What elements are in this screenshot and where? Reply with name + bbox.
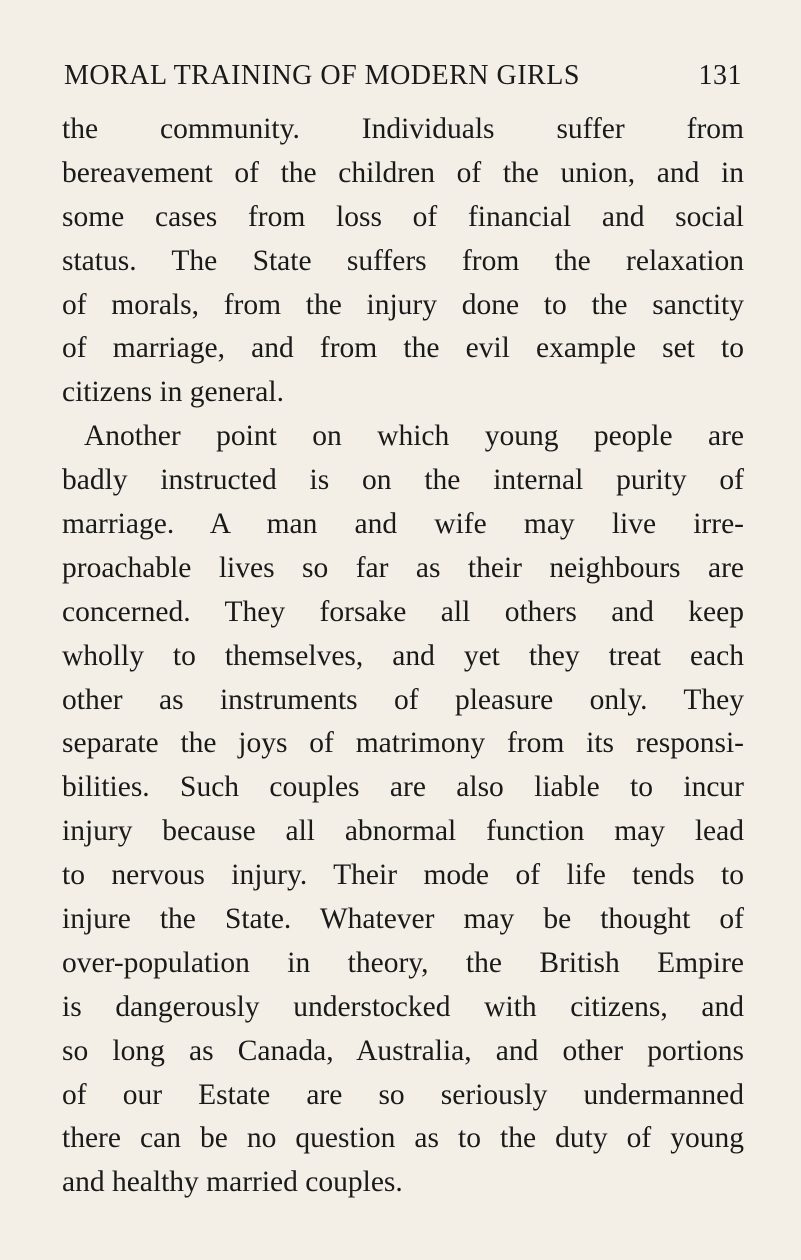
running-title: MORAL TRAINING OF MODERN GIRLS [64,60,580,91]
text-line: badly instructed is on the internal purity of [62,464,744,497]
text-line: injure the State. Whatever may be thought of [62,903,744,936]
running-head [64,60,742,100]
page-number: 131 [698,60,742,91]
text-line: other as instruments of pleasure only. They [62,683,744,716]
text-line: the community. Individuals suffer from [62,113,744,145]
text-line: over-population in theory, the British Empire [62,946,744,979]
text-line: bereavement of the children of the union, and in [62,156,744,189]
paragraph-last-line: citizens in general. [62,376,284,409]
text-line: there can be no question as to the duty of young [62,1122,744,1155]
text-line: of our Estate are so seriously undermanned [62,1078,744,1111]
paragraph-last-line: and healthy married couples. [62,1166,403,1199]
text-line: injury because all abnormal function may lead [62,815,744,848]
text-line: of morals, from the injury done to the sanctity [62,288,744,321]
body-text [62,108,744,1205]
text-line: concerned. They forsake all others and keep [62,595,744,628]
text-line: status. The State suffers from the relaxation [62,244,744,277]
text-line: wholly to themselves, and yet they treat each [62,639,744,672]
text-line: is dangerously understocked with citizens, and [62,990,744,1023]
text-line: separate the joys of matrimony from its responsi- [62,727,744,760]
text-line: so long as Canada, Australia, and other portions [62,1034,744,1067]
text-line: bilities. Such couples are also liable to incur [62,771,744,804]
paragraph-first-line: Another point on which young people are [84,420,744,453]
text-line: marriage. A man and wife may live irre- [62,508,744,541]
text-line: proachable lives so far as their neighbours are [62,551,744,584]
text-line: to nervous injury. Their mode of life tends to [62,859,744,892]
text-line: of marriage, and from the evil example set to [62,332,744,365]
text-line: some cases from loss of financial and social [62,200,744,233]
